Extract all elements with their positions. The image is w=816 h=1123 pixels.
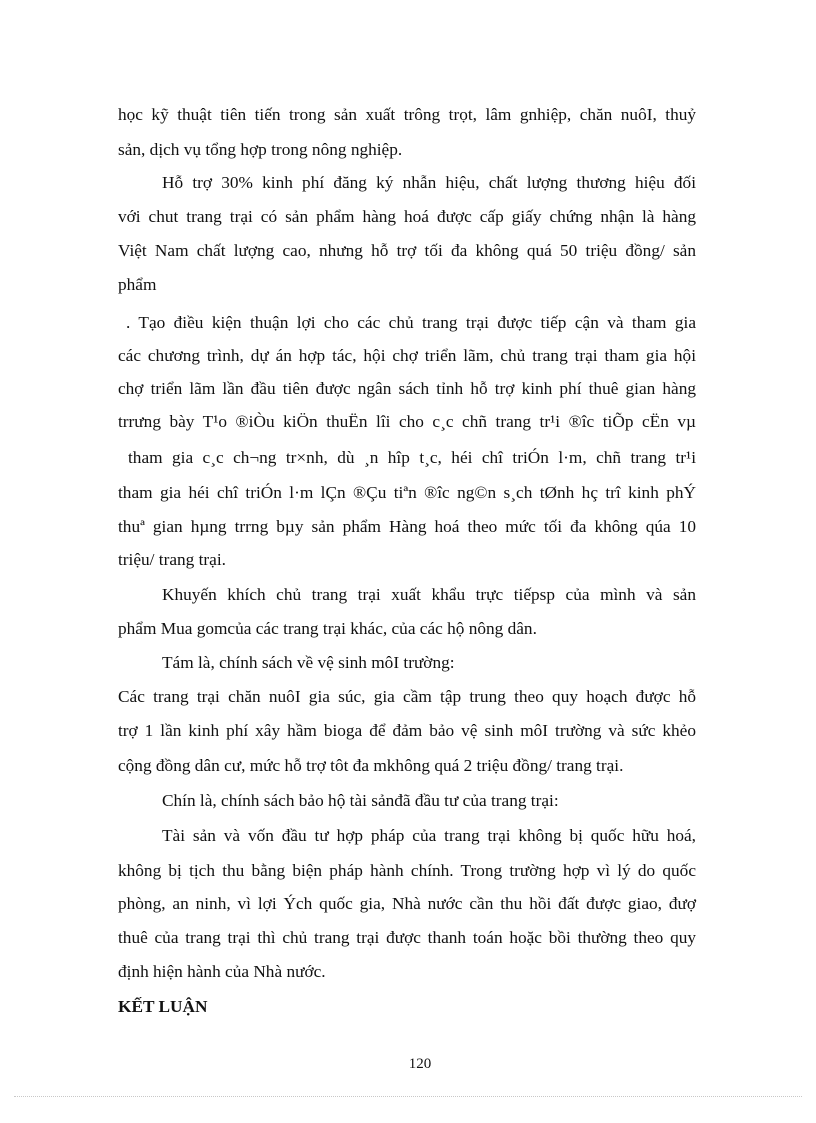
body-text-line: với chut trang trại có sản phẩm hàng hoá được cấp giấy chứng nhận là hàng <box>118 207 696 226</box>
section-heading-line: Tám là, chính sách về vệ sinh môI trường: <box>162 653 455 672</box>
body-text-line: phẩm <box>118 275 157 294</box>
body-text-line: học kỹ thuật tiên tiến trong sản xuất trông trọt, lâm gnhiệp, chăn nuôI, thuỷ <box>118 105 696 124</box>
body-text-line: không bị tịch thu bằng biện pháp hành chính. Trong trường hợp vì lý do quốc <box>118 861 696 880</box>
body-text-line: Khuyến khích chủ trang trại xuất khẩu trực tiếpsp của mình và sản <box>162 585 696 604</box>
body-text-line: Hỗ trợ 30% kinh phí đăng ký nhẫn hiệu, chất lượng thương hiệu đối <box>162 173 696 192</box>
body-text-line: định hiện hành của Nhà nước. <box>118 962 326 981</box>
body-text-line: tham gia c¸c ch¬ng tr×nh, dù ¸n hîp t¸c, héi chî triÓn l·m, chñ trang tr¹i <box>128 448 696 467</box>
body-text-line: Các trang trại chăn nuôI gia súc, gia cầm tập trung theo quy hoạch được hỗ <box>118 687 696 706</box>
body-text-line: thuª gian hµng trrng bµy sản phẩm Hàng hoá theo mức tối đa không qúa 10 <box>118 517 696 536</box>
body-text-line: sản, dịch vụ tổng hợp trong nông nghiệp. <box>118 140 403 159</box>
body-text-line: phòng, an ninh, vì lợi Ých quốc gia, Nhà nước cần thu hồi đất được giao, đượ <box>118 894 696 913</box>
page-number: 120 <box>408 1056 432 1072</box>
body-text-line: Tài sản và vốn đầu tư hợp pháp của trang trại không bị quốc hữu hoá, <box>162 826 696 845</box>
page-border-dotted <box>14 1096 802 1097</box>
body-text-line: trrưng bày T¹o ®iÒu kiÖn thuËn lîi cho c¸c chñ trang tr¹i ®îc tiÕp cËn vµ <box>118 412 696 431</box>
body-text-line: chợ triển lãm lần đầu tiên được ngân sách tỉnh hỗ trợ kinh phí thuê gian hàng <box>118 379 696 398</box>
section-heading-line: Chín là, chính sách bảo hộ tài sảnđã đầu tư của trang trại: <box>162 791 559 810</box>
body-text-line: triệu/ trang trại. <box>118 550 226 569</box>
body-text-line: tham gia héi chî triÓn l·m lÇn ®Çu tiªn ®îc ng©n s¸ch tØnh hç trî kinh phÝ <box>118 483 696 502</box>
body-text-line: các chương trình, dự án hợp tác, hội chợ triển lãm, chủ trang trại tham gia hội <box>118 346 696 365</box>
body-text-line: thuê của trang trại thì chủ trang trại được thanh toán hoặc bồi thường theo quy <box>118 928 696 947</box>
body-text-line: phẩm Mua gomcủa các trang trại khác, của các hộ nông dân. <box>118 619 537 638</box>
body-text-line: . Tạo điều kiện thuận lợi cho các chủ trang trại được tiếp cận và tham gia <box>126 313 696 332</box>
body-text-line: Việt Nam chất lượng cao, nhưng hỗ trợ tối đa không quá 50 triệu đồng/ sản <box>118 241 696 260</box>
body-text-line: trợ 1 lần kinh phí xây hầm bioga để đảm bảo vệ sinh môI trường và sức khẻo <box>118 721 696 740</box>
body-text-line: cộng đồng dân cư, mức hỗ trợ tôt đa mkhông quá 2 triệu đồng/ trang trại. <box>118 756 624 775</box>
conclusion-heading: KẾT LUẬN <box>118 997 208 1016</box>
